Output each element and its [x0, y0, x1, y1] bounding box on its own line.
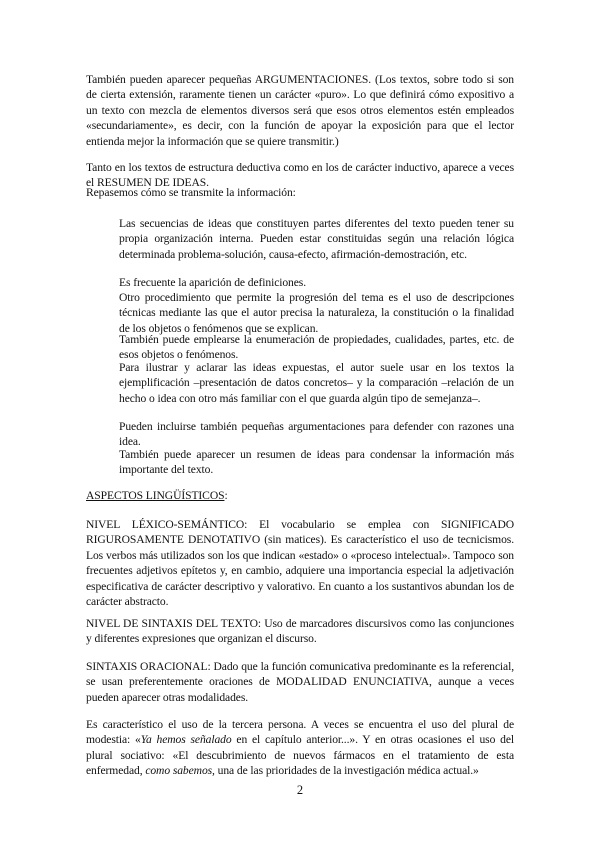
sintaxis-oracional-text: : Dado que la función comunicativa predominante es la referencial, se usan preferentemente oraciones de MODALIDAD ENUNCIATIVA, aunque a veces pueden aparecer otras modalidades. [86, 660, 514, 704]
indented-paragraph-argumentaciones: Pueden incluirse también pequeñas argumentaciones para defender con razones una idea. [119, 420, 514, 449]
indented-paragraph-secuencias: Las secuencias de ideas que constituyen partes diferentes del texto pueden tener su propia organización interna. Pueden estar constituidas según una relación lógica determinada problema-solución, causa-efecto, afirmación-demostración, etc. [119, 217, 514, 261]
intro-paragraph-resumen: Tanto en los textos de estructura deductiva como en los de carácter inductivo, aparece a veces el RESUMEN DE IDEAS. [86, 161, 514, 190]
persona-text-a: Es característico el uso de la tercera persona. A veces se encuentra el uso del plural de modestia: « [86, 718, 514, 747]
sintaxis-texto-text: : Uso de marcadores discursivos como las conjunciones y diferentes expresiones que organizan el discurso. [86, 617, 514, 646]
persona-text-italic-1: Ya hemos señalado [140, 733, 232, 747]
persona-text-c: en el capítulo anterior...». Y en otras ocasiones el uso del plural sociativo: «El descubrimiento de nuevos fármacos en el tratamiento de esta enfermedad, [86, 733, 514, 778]
paragraph-sintaxis-oracional [86, 659, 514, 705]
sintaxis-oracional-label: SINTAXIS ORACIONAL [86, 660, 208, 673]
section-heading-colon: : [224, 489, 228, 502]
sintaxis-texto-label: NIVEL DE SINTAXIS DEL TEXTO [86, 617, 258, 630]
section-heading-aspectos-linguisticos [86, 488, 514, 503]
indented-paragraph-enumeracion: También puede emplearse la enumeración de propiedades, cualidades, partes, etc. de esos objetos o fenómenos. [119, 333, 514, 362]
intro-paragraph-argumentaciones: También pueden aparecer pequeñas ARGUMENTACIONES. (Los textos, sobre todo si son de cierta extensión, raramente tienen un carácter «puro». Lo que definirá cómo expositivo a un texto con mezcla de elementos diversos será que esos otros elementos estén empleados «secundariamente», es decir, con la función de apoyar la exposición para que el lector entienda mejor la información que se quiere transmitir.) [86, 73, 514, 148]
paragraph-sintaxis-texto [86, 616, 514, 647]
paragraph-nivel-lexico [86, 517, 514, 609]
paragraph-tercera-persona [86, 717, 514, 779]
persona-text-italic-2: como sabemos, [145, 764, 215, 778]
indented-paragraph-resumen: También puede aparecer un resumen de ideas para condensar la información más importante del texto. [119, 448, 514, 477]
lexico-text: : El vocabulario se emplea con SIGNIFICADO RIGUROSAMENTE DENOTATIVO (sin matices). Es característico el uso de tecnicismos. Los verbos más utilizados son los que indican «estado» o «proceso intelectual». Tampoco son frecuentes adjetivos epítetos y, en cambio, adquiere una importancia especial la adjetivación especificativa de carácter descriptivo y valorativo. En cuanto a los sustantivos abundan los de carácter abstracto. [86, 518, 514, 609]
indented-paragraph-descripciones: Otro procedimiento que permite la progresión del tema es el uso de descripciones técnicas mediante las que el autor precisa la naturaleza, la constitución o la finalidad de los objetos o fenómenos que se explican. [119, 291, 514, 335]
lexico-label: NIVEL LÉXICO-SEMÁNTICO [86, 518, 245, 531]
page-number: 2 [296, 783, 304, 797]
persona-text-e: una de las prioridades de la investigación médica actual.» [214, 764, 479, 778]
indented-paragraph-definiciones: Es frecuente la aparición de definiciones. [119, 276, 307, 289]
section-heading-text: ASPECTOS LINGÜÍSTICOS [86, 489, 225, 502]
intro-paragraph-repasemos: Repasemos cómo se transmite la información: [86, 186, 296, 199]
indented-paragraph-ejemplificacion: Para ilustrar y aclarar las ideas expuestas, el autor suele usar en los textos la ejemplificación –presentación de datos concretos– y la comparación –relación de un hecho o idea con otro más familiar con el que guarda algún tipo de semejanza–. [119, 361, 514, 405]
